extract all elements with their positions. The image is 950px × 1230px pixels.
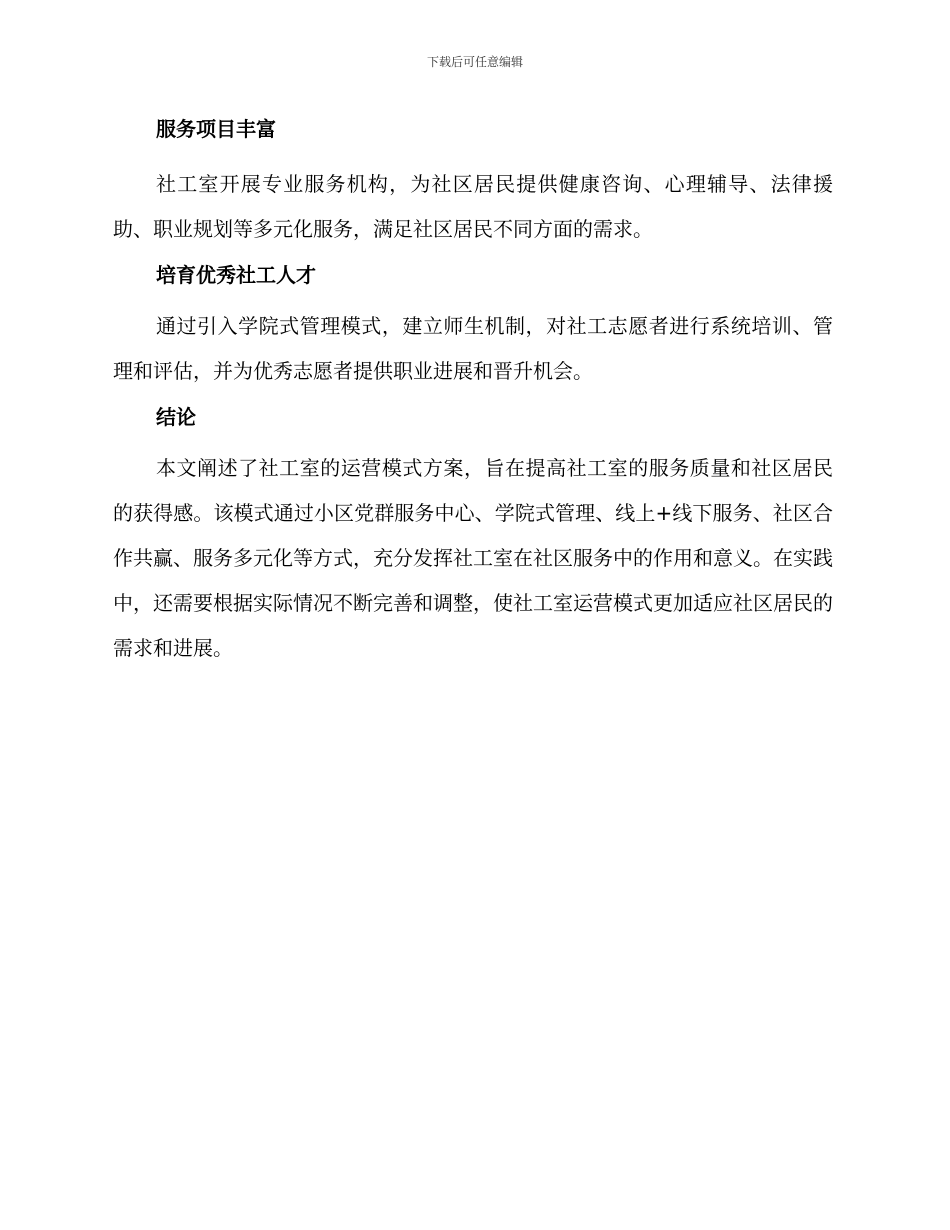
section-heading-talent: 培育优秀社工人才	[156, 263, 316, 287]
section-paragraph-talent: 通过引入学院式管理模式，建立师生机制，对社工志愿者进行系统培训、管理和评估，并为优秀志愿者提供职业进展和晋升机会。	[113, 314, 833, 383]
section-paragraph-conclusion: 本文阐述了社工室的运营模式方案，旨在提高社工室的服务质量和社区居民的获得感。该模式通过小区党群服务中心、学院式管理、线上+线下服务、社区合作共赢、服务多元化等方式，充分发挥社工室在社区服务中的作用和意义。在实践中，还需要根据实际情况不断完善和调整，使社工室运营模式更加适应社区居民的需求和进展。	[113, 456, 833, 660]
section-paragraph-services: 社工室开展专业服务机构，为社区居民提供健康咨询、心理辅导、法律援助、职业规划等多元化服务，满足社区居民不同方面的需求。	[113, 172, 833, 241]
document-body	[113, 112, 833, 671]
section-heading-services: 服务项目丰富	[156, 117, 276, 141]
section-heading-conclusion: 结论	[156, 405, 196, 429]
page-header-note: 下载后可任意编辑	[426, 55, 523, 69]
